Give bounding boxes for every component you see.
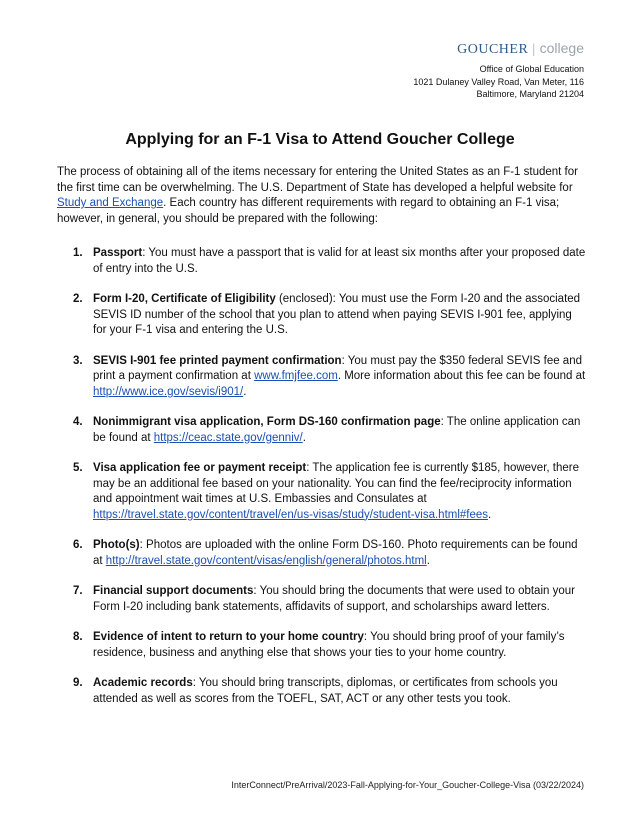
intro-text-1: The process of obtaining all of the items necessary for entering the United States as an F-1 student for the first time can be overwhelming. The U.S. Department of State has developed a helpful website for bbox=[57, 166, 578, 194]
address-line-1: 1021 Dulaney Valley Road, Van Meter, 116 bbox=[413, 76, 584, 87]
item-number: 1. bbox=[73, 247, 83, 259]
item-text: : You must have a passport that is valid for at least six months after your proposed date of entry into the U.S. bbox=[93, 247, 586, 275]
item-text-3: . bbox=[243, 385, 247, 398]
item-number: 9. bbox=[73, 677, 83, 689]
list-item-financial bbox=[57, 584, 587, 615]
list-item-intent-to-return bbox=[57, 630, 587, 661]
logo-brand: GOUCHER bbox=[457, 42, 529, 57]
item-text-2: . bbox=[426, 554, 430, 567]
item-title: Visa application fee or payment receipt bbox=[93, 462, 307, 474]
fmjfee-link[interactable]: www.fmjfee.com bbox=[254, 370, 338, 382]
intro-paragraph bbox=[57, 165, 587, 227]
list-item-photos bbox=[57, 538, 587, 569]
ceac-genniv-link[interactable]: https://ceac.state.gov/genniv/ bbox=[153, 431, 303, 444]
letterhead bbox=[413, 40, 584, 101]
study-and-exchange-link[interactable]: Study and Exchange bbox=[57, 197, 164, 209]
list-item-form-i20 bbox=[57, 292, 587, 339]
item-title: Passport bbox=[93, 247, 143, 259]
item-title: Nonimmigrant visa application, Form DS-160 confirmation page bbox=[93, 416, 441, 428]
footer-path: InterConnect/PreArrival/2023-Fall-Applying-for-Your_Goucher-College-Visa (03/22/2024) bbox=[231, 780, 584, 790]
office-name: Office of Global Education bbox=[479, 64, 584, 74]
item-text: : The application fee is currently $185, however, there may be an additional fee based on your nationality. You can find the fee/reciprocity information and appointment wait times at U.S. Embassies and Consulates at bbox=[93, 462, 580, 505]
item-title: Financial support documents bbox=[93, 585, 254, 597]
student-visa-fees-link[interactable]: https://travel.state.gov/content/travel/en/us-visas/study/student-visa.html#fees bbox=[93, 508, 489, 521]
intro-text-2: . Each country has different requirements with regard to obtaining an F-1 visa; however, in general, you should be prepared with the following: bbox=[57, 197, 560, 225]
item-title: Evidence of intent to return to your home country bbox=[93, 631, 364, 643]
item-text-2: . More information about this fee can be found at bbox=[337, 370, 586, 382]
item-text: : You should bring transcripts, diplomas, or certificates from schools you attended as well as scores from the TOEFL, SAT, ACT or any other tests you took. bbox=[93, 677, 558, 705]
list-item-ds160 bbox=[57, 415, 587, 446]
item-number: 5. bbox=[73, 462, 83, 474]
item-title: SEVIS I-901 fee printed payment confirmation bbox=[93, 354, 342, 367]
item-text-2: . bbox=[302, 431, 306, 444]
item-number: 4. bbox=[73, 416, 83, 428]
office-address bbox=[413, 63, 584, 101]
item-number: 8. bbox=[73, 631, 83, 643]
page-title: Applying for an F-1 Visa to Attend Goucher College bbox=[125, 131, 515, 148]
item-text: (enclosed): You must use the Form I-20 and the associated SEVIS ID number of the school that you plan to attend when paying SEVIS I-901 fee, applying for your F-1 visa and entering the U.S. bbox=[93, 293, 581, 336]
requirements-list bbox=[57, 246, 587, 707]
list-item-passport bbox=[57, 246, 587, 277]
item-number: 6. bbox=[73, 539, 83, 551]
goucher-college-logo bbox=[413, 40, 584, 58]
item-text: : You must pay the $350 federal SEVIS fee and print a payment confirmation at bbox=[93, 354, 582, 382]
item-title: Form I-20, Certificate of Eligibility bbox=[93, 293, 276, 305]
address-line-2: Baltimore, Maryland 21204 bbox=[476, 89, 584, 99]
item-text: : You should bring proof of your family’s residence, business and anything else that shows your ties to your home country. bbox=[93, 631, 565, 659]
item-text: : The online application can be found at bbox=[93, 416, 581, 444]
item-number: 2. bbox=[73, 293, 83, 305]
item-text: : You should bring the documents that were used to obtain your Form I-20 including bank statements, affidavits of support, and scholarships award letters. bbox=[93, 585, 575, 613]
list-item-visa-fee bbox=[57, 461, 587, 523]
item-text: : Photos are uploaded with the online Form DS-160. Photo requirements can be found at bbox=[93, 539, 578, 567]
logo-separator: | bbox=[532, 42, 536, 57]
ice-sevis-link[interactable]: http://www.ice.gov/sevis/i901/ bbox=[93, 385, 244, 398]
list-item-academic-records bbox=[57, 676, 587, 707]
photo-requirements-link[interactable]: http://travel.state.gov/content/visas/english/general/photos.html bbox=[105, 554, 427, 567]
item-number: 7. bbox=[73, 585, 83, 597]
logo-college: college bbox=[539, 40, 584, 56]
item-title: Photo(s) bbox=[93, 539, 140, 551]
item-text-2: . bbox=[488, 508, 492, 521]
item-number: 3. bbox=[73, 354, 83, 367]
list-item-sevis-fee bbox=[57, 354, 587, 401]
item-title: Academic records bbox=[93, 677, 193, 689]
